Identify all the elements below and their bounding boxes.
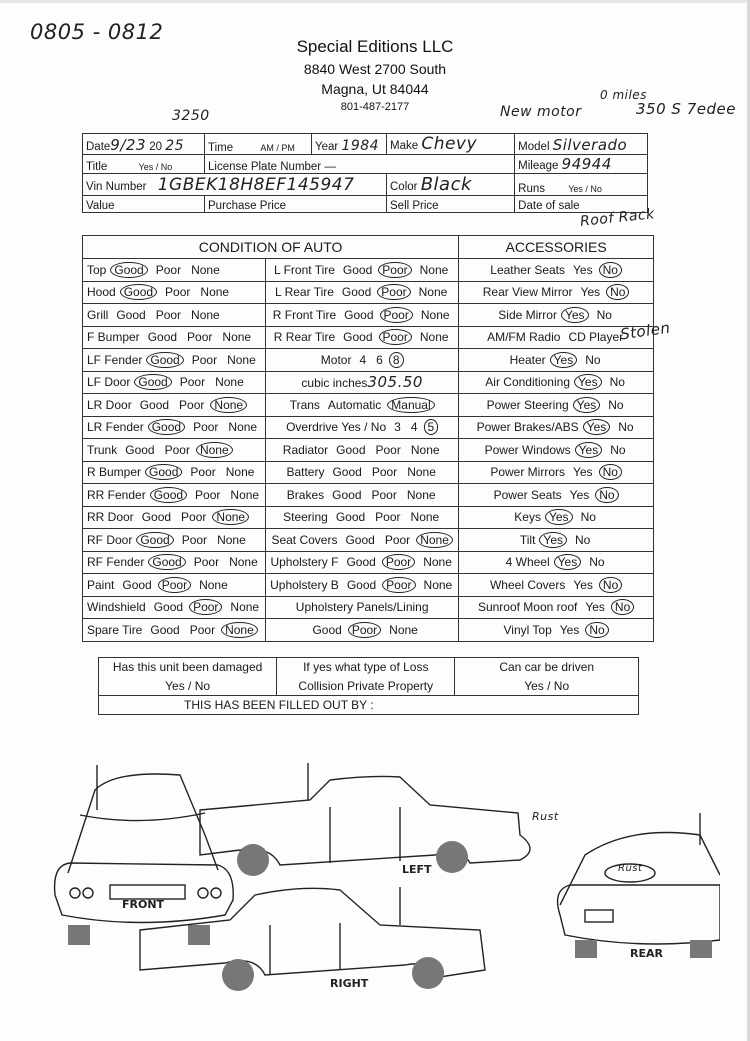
option-good[interactable]: Good: [136, 532, 173, 548]
condition-item-radiator: [266, 439, 459, 462]
option-good[interactable]: Good: [147, 330, 178, 345]
accessory-am-fm-radio: [459, 326, 654, 349]
option-poor[interactable]: Poor: [382, 554, 415, 570]
company-address-2: Magna, Ut 84044: [321, 81, 429, 97]
option-poor[interactable]: Poor: [155, 307, 182, 322]
option-no[interactable]: No: [596, 307, 612, 322]
option-none[interactable]: None: [423, 577, 453, 592]
condition-row: [83, 394, 654, 417]
condition-row: [83, 484, 654, 507]
accessory-heater: [459, 349, 654, 372]
accessory-leather-seats: [459, 259, 654, 282]
option-poor[interactable]: Poor: [379, 329, 412, 345]
damaged-question[interactable]: Has this unit been damaged Yes / No: [99, 658, 277, 696]
item-label: Brakes: [286, 487, 325, 502]
option-good[interactable]: Good: [116, 307, 146, 322]
purchase-price-field[interactable]: Purchase Price: [205, 196, 387, 213]
item-label: Top: [87, 262, 107, 277]
condition-item-rr-door: [83, 506, 266, 529]
option-good[interactable]: Good: [134, 374, 171, 390]
option-poor[interactable]: Poor: [384, 532, 411, 547]
condition-item-grill: [83, 304, 266, 327]
item-label: Tilt: [519, 532, 536, 547]
option-good[interactable]: Good: [125, 442, 155, 457]
option-good[interactable]: Good: [146, 352, 183, 368]
option-cd-player[interactable]: CD Player: [568, 330, 624, 345]
condition-row: [83, 461, 654, 484]
sell-price-field[interactable]: Sell Price: [387, 196, 515, 213]
option-none[interactable]: None: [416, 532, 453, 548]
company-address-1: 8840 West 2700 South: [303, 61, 447, 77]
item-label: Upholstery Panels/Lining: [295, 600, 429, 615]
condition-row: [83, 529, 654, 552]
option-good[interactable]: Good: [139, 397, 170, 412]
item-label: Power Seats: [493, 487, 562, 502]
condition-item-top: [83, 259, 266, 282]
condition-item-trans: [266, 394, 459, 417]
handwritten-engine-note: 350 S 7edee: [636, 100, 736, 118]
option-3[interactable]: 3: [394, 420, 401, 435]
item-label: LF Fender: [87, 352, 143, 367]
rear-rust-note: Rust: [618, 863, 643, 874]
filled-out-by-field[interactable]: THIS HAS BEEN FILLED OUT BY :: [99, 696, 639, 715]
option-no[interactable]: No: [599, 577, 622, 593]
condition-item-brakes: [266, 484, 459, 507]
condition-row: [83, 281, 654, 304]
company-name: Special Editions LLC: [296, 37, 454, 56]
year-field[interactable]: Year 1984: [312, 134, 387, 155]
option-poor[interactable]: Poor: [164, 442, 190, 457]
option-none[interactable]: None: [199, 577, 228, 592]
car-damage-diagram: [40, 755, 720, 1005]
rear-label: REAR: [630, 947, 663, 960]
vehicle-info-table: [82, 133, 648, 213]
runs-field[interactable]: Runs Yes / No: [515, 174, 648, 196]
accessory-power-windows: [459, 439, 654, 462]
option-good[interactable]: Good: [148, 554, 185, 570]
item-label: Power Steering: [486, 397, 569, 412]
item-label: Upholstery B: [270, 577, 339, 592]
option-none[interactable]: None: [407, 465, 436, 480]
condition-item-upholstery-b: [266, 574, 459, 597]
condition-row: [83, 574, 654, 597]
item-label: Seat Covers: [271, 532, 338, 547]
item-label: Vinyl Top: [503, 622, 552, 637]
item-label: Upholstery F: [270, 555, 339, 570]
option-6[interactable]: 6: [376, 352, 383, 367]
condition-row: [83, 619, 654, 642]
option-none[interactable]: None: [191, 262, 220, 277]
make-field[interactable]: Make Chevy: [387, 134, 515, 155]
option-automatic[interactable]: Automatic: [327, 397, 382, 412]
option-poor[interactable]: Poor: [348, 622, 381, 638]
option-yes[interactable]: Yes: [583, 419, 611, 435]
item-label: F Bumper: [87, 330, 140, 345]
option-poor[interactable]: Poor: [375, 442, 401, 457]
option-poor[interactable]: Poor: [181, 510, 207, 525]
item-label: R Front Tire: [272, 307, 337, 322]
option-good[interactable]: Good: [345, 532, 375, 547]
condition-item-seat-covers: [266, 529, 459, 552]
option-good[interactable]: Good: [343, 330, 373, 345]
title-field[interactable]: Title Yes / No: [83, 155, 205, 174]
item-label: RF Fender: [87, 555, 145, 570]
option-none[interactable]: None: [230, 600, 260, 615]
option-none[interactable]: None: [212, 509, 249, 525]
condition-item-rf-door: [83, 529, 266, 552]
option-good[interactable]: Good: [342, 262, 373, 277]
option-none[interactable]: None: [217, 532, 246, 547]
option-poor[interactable]: Poor: [155, 262, 182, 277]
item-label: RR Fender: [87, 487, 146, 502]
option-good[interactable]: Good: [153, 600, 184, 615]
time-field[interactable]: Time AM / PM: [205, 134, 312, 155]
option-poor[interactable]: Poor: [378, 262, 411, 278]
condition-item-upholstery-panels-lining: [266, 596, 459, 619]
option-poor[interactable]: Poor: [371, 465, 398, 480]
option-poor[interactable]: Poor: [179, 397, 205, 412]
option-poor[interactable]: Poor: [158, 577, 191, 593]
condition-item-lr-fender: [83, 416, 266, 439]
option-poor[interactable]: Poor: [193, 555, 220, 570]
accessory-air-conditioning: [459, 371, 654, 394]
option-no[interactable]: No: [606, 284, 629, 300]
option-good[interactable]: Good: [332, 465, 362, 480]
option-no[interactable]: No: [618, 420, 634, 435]
left-label: LEFT: [402, 863, 432, 876]
option-no[interactable]: No: [609, 375, 625, 390]
item-label: Power Mirrors: [490, 465, 565, 480]
option-poor[interactable]: Poor: [371, 487, 397, 502]
handwritten-miles-note: 0 miles: [600, 88, 647, 102]
option-good[interactable]: Good: [344, 307, 374, 322]
rear-view-icon: [558, 813, 720, 958]
option-yes[interactable]: Yes: [550, 352, 578, 368]
condition-item-motor: [266, 349, 459, 372]
accessory-4-wheel: [459, 551, 654, 574]
date-field[interactable]: Date9/23 20 25: [83, 134, 205, 155]
front-label: FRONT: [122, 898, 165, 911]
accessory-power-seats: [459, 484, 654, 507]
value-field[interactable]: Value: [83, 196, 205, 213]
option-yes[interactable]: Yes: [559, 622, 580, 637]
item-label: Sunroof Moon roof: [477, 600, 578, 615]
condition-item-lr-door: [83, 394, 266, 417]
option-poor[interactable]: Poor: [195, 487, 221, 502]
item-label: L Front Tire: [274, 262, 335, 277]
handwritten-stolen: Stolen: [618, 318, 672, 344]
item-label: Grill: [87, 307, 109, 322]
option-none[interactable]: None: [420, 307, 450, 322]
item-label: Air Conditioning: [485, 375, 570, 390]
option-no[interactable]: No: [585, 352, 601, 367]
option-yes[interactable]: Yes: [569, 487, 590, 502]
option-poor[interactable]: Poor: [187, 330, 213, 345]
condition-item-paint: [83, 574, 266, 597]
item-label: Overdrive Yes / No: [286, 420, 387, 435]
option-poor[interactable]: Poor: [191, 352, 218, 367]
accessories-title: ACCESSORIES: [459, 236, 654, 259]
option-yes[interactable]: Yes: [580, 285, 601, 300]
item-label: LF Door: [87, 375, 131, 390]
vin-field[interactable]: Vin Number 1GBEK18H8EF145947: [83, 174, 387, 196]
option-good[interactable]: Good: [312, 622, 342, 637]
option-good[interactable]: Good: [346, 577, 377, 592]
option-no[interactable]: No: [608, 397, 624, 412]
item-label: Side Mirror: [498, 307, 557, 322]
option-no[interactable]: No: [585, 622, 608, 638]
item-label: RF Door: [87, 532, 133, 547]
condition-table: [82, 235, 654, 642]
item-label: 4 Wheel: [505, 555, 550, 570]
condition-row: [83, 371, 654, 394]
condition-item-lf-door: [83, 371, 266, 394]
option-no[interactable]: No: [580, 510, 596, 525]
condition-item-rf-fender: [83, 551, 266, 574]
option-no[interactable]: No: [610, 442, 626, 457]
color-field[interactable]: Color Black: [387, 174, 515, 196]
date-of-sale-field[interactable]: Date of sale: [515, 196, 648, 213]
condition-title: CONDITION OF AUTO: [83, 236, 459, 259]
condition-item-panels-lining-rating: [266, 619, 459, 642]
condition-item-hood: [83, 281, 266, 304]
option-good[interactable]: Good: [341, 285, 372, 300]
accessory-power-brakes-abs: [459, 416, 654, 439]
option-5[interactable]: 5: [424, 419, 439, 435]
item-label: Motor: [320, 352, 352, 367]
item-label: Windshield: [87, 600, 146, 615]
handwritten-corner-id: 0805 - 0812: [30, 20, 164, 44]
mileage-field[interactable]: Mileage 94944: [515, 155, 648, 174]
option-good[interactable]: Good: [141, 510, 172, 525]
license-plate-field[interactable]: License Plate Number —: [205, 155, 515, 174]
option-manual[interactable]: Manual: [387, 397, 434, 413]
item-label: Spare Tire: [87, 622, 143, 637]
option-no[interactable]: No: [611, 599, 634, 615]
option-yes[interactable]: Yes: [554, 554, 582, 570]
item-label: Trans: [289, 397, 320, 412]
item-label: Power Windows: [484, 442, 571, 457]
option-none[interactable]: None: [229, 555, 258, 570]
left-rust-note: Rust: [532, 810, 559, 823]
accessory-keys: [459, 506, 654, 529]
option-no[interactable]: No: [575, 532, 591, 547]
right-label: RIGHT: [330, 977, 369, 990]
condition-item-steering: [266, 506, 459, 529]
option-none[interactable]: None: [410, 442, 440, 457]
option-poor[interactable]: Poor: [193, 420, 219, 435]
option-good[interactable]: Good: [150, 622, 180, 637]
option-none[interactable]: None: [406, 487, 436, 502]
condition-row: [83, 326, 654, 349]
option-none[interactable]: None: [210, 397, 247, 413]
accessory-tilt: [459, 529, 654, 552]
option-good[interactable]: Good: [122, 577, 152, 592]
option-yes[interactable]: Yes: [539, 532, 567, 548]
item-label: L Rear Tire: [275, 285, 334, 300]
item-label: AM/FM Radio: [487, 330, 561, 345]
condition-item-lf-fender: [83, 349, 266, 372]
option-yes[interactable]: Yes: [573, 262, 593, 277]
condition-item-r-rear-tire: [266, 326, 459, 349]
option-poor[interactable]: Poor: [375, 510, 401, 525]
item-label: cubic inches: [301, 376, 368, 391]
item-label: Wheel Covers: [489, 577, 566, 592]
option-none[interactable]: None: [196, 442, 233, 458]
option-none[interactable]: None: [227, 352, 256, 367]
option-no[interactable]: No: [599, 262, 622, 278]
accessory-power-mirrors: [459, 461, 654, 484]
option-none[interactable]: None: [230, 487, 260, 502]
option-poor[interactable]: Poor: [189, 599, 222, 615]
option-poor[interactable]: Poor: [189, 622, 216, 637]
item-label: R Rear Tire: [273, 330, 336, 345]
option-yes[interactable]: Yes: [574, 374, 602, 390]
condition-row: [83, 506, 654, 529]
condition-item-spare-tire: [83, 619, 266, 642]
option-poor[interactable]: Poor: [181, 532, 208, 547]
option-none[interactable]: None: [228, 420, 258, 435]
option-none[interactable]: None: [200, 285, 230, 300]
condition-row: [83, 349, 654, 372]
can-drive-question[interactable]: Can car be driven Yes / No: [455, 658, 639, 696]
condition-row: [83, 596, 654, 619]
option-yes[interactable]: Yes: [561, 307, 589, 323]
option-poor[interactable]: Poor: [382, 577, 415, 593]
condition-item-f-bumper: [83, 326, 266, 349]
item-label: Leather Seats: [490, 262, 565, 277]
handwritten-roof-rack: Roof Rack: [579, 206, 656, 230]
damage-table: [98, 657, 639, 715]
condition-item-cubic-inches: [266, 371, 459, 394]
condition-row: [83, 259, 654, 282]
item-label: Paint: [87, 577, 115, 592]
condition-row: [83, 416, 654, 439]
option-none[interactable]: None: [222, 330, 252, 345]
option-none[interactable]: None: [225, 465, 255, 480]
condition-row: [83, 439, 654, 462]
option-4[interactable]: 4: [359, 352, 367, 367]
option-good[interactable]: Good: [110, 262, 147, 278]
item-label: Keys: [514, 510, 541, 525]
option-none[interactable]: None: [419, 262, 449, 277]
item-label: LR Door: [87, 397, 132, 412]
condition-item-trunk: [83, 439, 266, 462]
accessory-rear-view-mirror: [459, 281, 654, 304]
loss-type-question[interactable]: If yes what type of Loss Collision Private Property: [277, 658, 455, 696]
option-poor[interactable]: Poor: [165, 285, 191, 300]
option-good[interactable]: Good: [335, 510, 366, 525]
option-yes[interactable]: Yes: [573, 577, 593, 592]
option-none[interactable]: None: [215, 375, 244, 390]
option-poor[interactable]: Poor: [179, 375, 206, 390]
condition-item-rr-fender: [83, 484, 266, 507]
option-none[interactable]: None: [419, 330, 449, 345]
accessory-vinyl-top: [459, 619, 654, 642]
condition-item-l-front-tire: [266, 259, 459, 282]
cubic-inches-value[interactable]: 305.50: [367, 373, 423, 392]
scan-edge: [0, 0, 750, 3]
company-phone: 801-487-2177: [340, 101, 410, 113]
item-label: Hood: [87, 285, 116, 300]
option-good[interactable]: Good: [346, 555, 376, 570]
accessory-side-mirror: [459, 304, 654, 327]
accessory-wheel-covers: [459, 574, 654, 597]
option-poor[interactable]: Poor: [190, 465, 216, 480]
option-yes[interactable]: Yes: [573, 397, 601, 413]
condition-item-l-rear-tire: [266, 281, 459, 304]
condition-item-r-front-tire: [266, 304, 459, 327]
option-good[interactable]: Good: [332, 487, 362, 502]
item-label: Battery: [286, 465, 325, 480]
option-good[interactable]: Good: [120, 284, 157, 300]
accessory-sunroof-moon-roof: [459, 596, 654, 619]
item-label: RR Door: [87, 510, 134, 525]
option-none[interactable]: None: [389, 622, 418, 637]
item-label: Radiator: [282, 442, 329, 457]
option-good[interactable]: Good: [145, 464, 182, 480]
option-no[interactable]: No: [589, 555, 605, 570]
option-none[interactable]: None: [221, 622, 258, 638]
condition-row: [83, 551, 654, 574]
condition-item-battery: [266, 461, 459, 484]
item-label: Steering: [283, 510, 328, 525]
condition-item-windshield: [83, 596, 266, 619]
item-label: Heater: [509, 352, 546, 367]
option-none[interactable]: None: [418, 285, 448, 300]
option-poor[interactable]: Poor: [377, 284, 410, 300]
option-yes[interactable]: Yes: [585, 600, 605, 615]
option-yes[interactable]: Yes: [545, 509, 573, 525]
option-good[interactable]: Good: [150, 487, 187, 503]
option-none[interactable]: None: [410, 510, 440, 525]
item-label: Trunk: [87, 442, 118, 457]
condition-item-overdrive-yes-no: [266, 416, 459, 439]
item-label: Power Brakes/ABS: [476, 420, 579, 435]
handwritten-price: 3250: [172, 108, 210, 124]
option-yes[interactable]: Yes: [575, 442, 603, 458]
item-label: Rear View Mirror: [482, 285, 573, 300]
condition-row: [83, 304, 654, 327]
car-outline-drawings: [40, 755, 720, 1005]
front-view-icon: [55, 765, 234, 945]
condition-item-upholstery-f: [266, 551, 459, 574]
option-none[interactable]: None: [191, 307, 220, 322]
option-yes[interactable]: Yes: [572, 465, 593, 480]
option-4[interactable]: 4: [410, 420, 418, 435]
model-field[interactable]: Model Silverado: [515, 134, 648, 155]
option-good[interactable]: Good: [336, 442, 366, 457]
handwritten-motor-note: New motor: [500, 104, 582, 120]
accessory-power-steering: [459, 394, 654, 417]
option-poor[interactable]: Poor: [380, 307, 413, 323]
option-no[interactable]: No: [599, 464, 622, 480]
option-no[interactable]: No: [595, 487, 618, 503]
option-none[interactable]: None: [423, 555, 452, 570]
option-good[interactable]: Good: [148, 419, 185, 435]
left-view-icon: [200, 763, 530, 876]
condition-item-r-bumper: [83, 461, 266, 484]
item-label: R Bumper: [87, 465, 142, 480]
option-8[interactable]: 8: [389, 352, 404, 368]
item-label: LR Fender: [87, 420, 144, 435]
